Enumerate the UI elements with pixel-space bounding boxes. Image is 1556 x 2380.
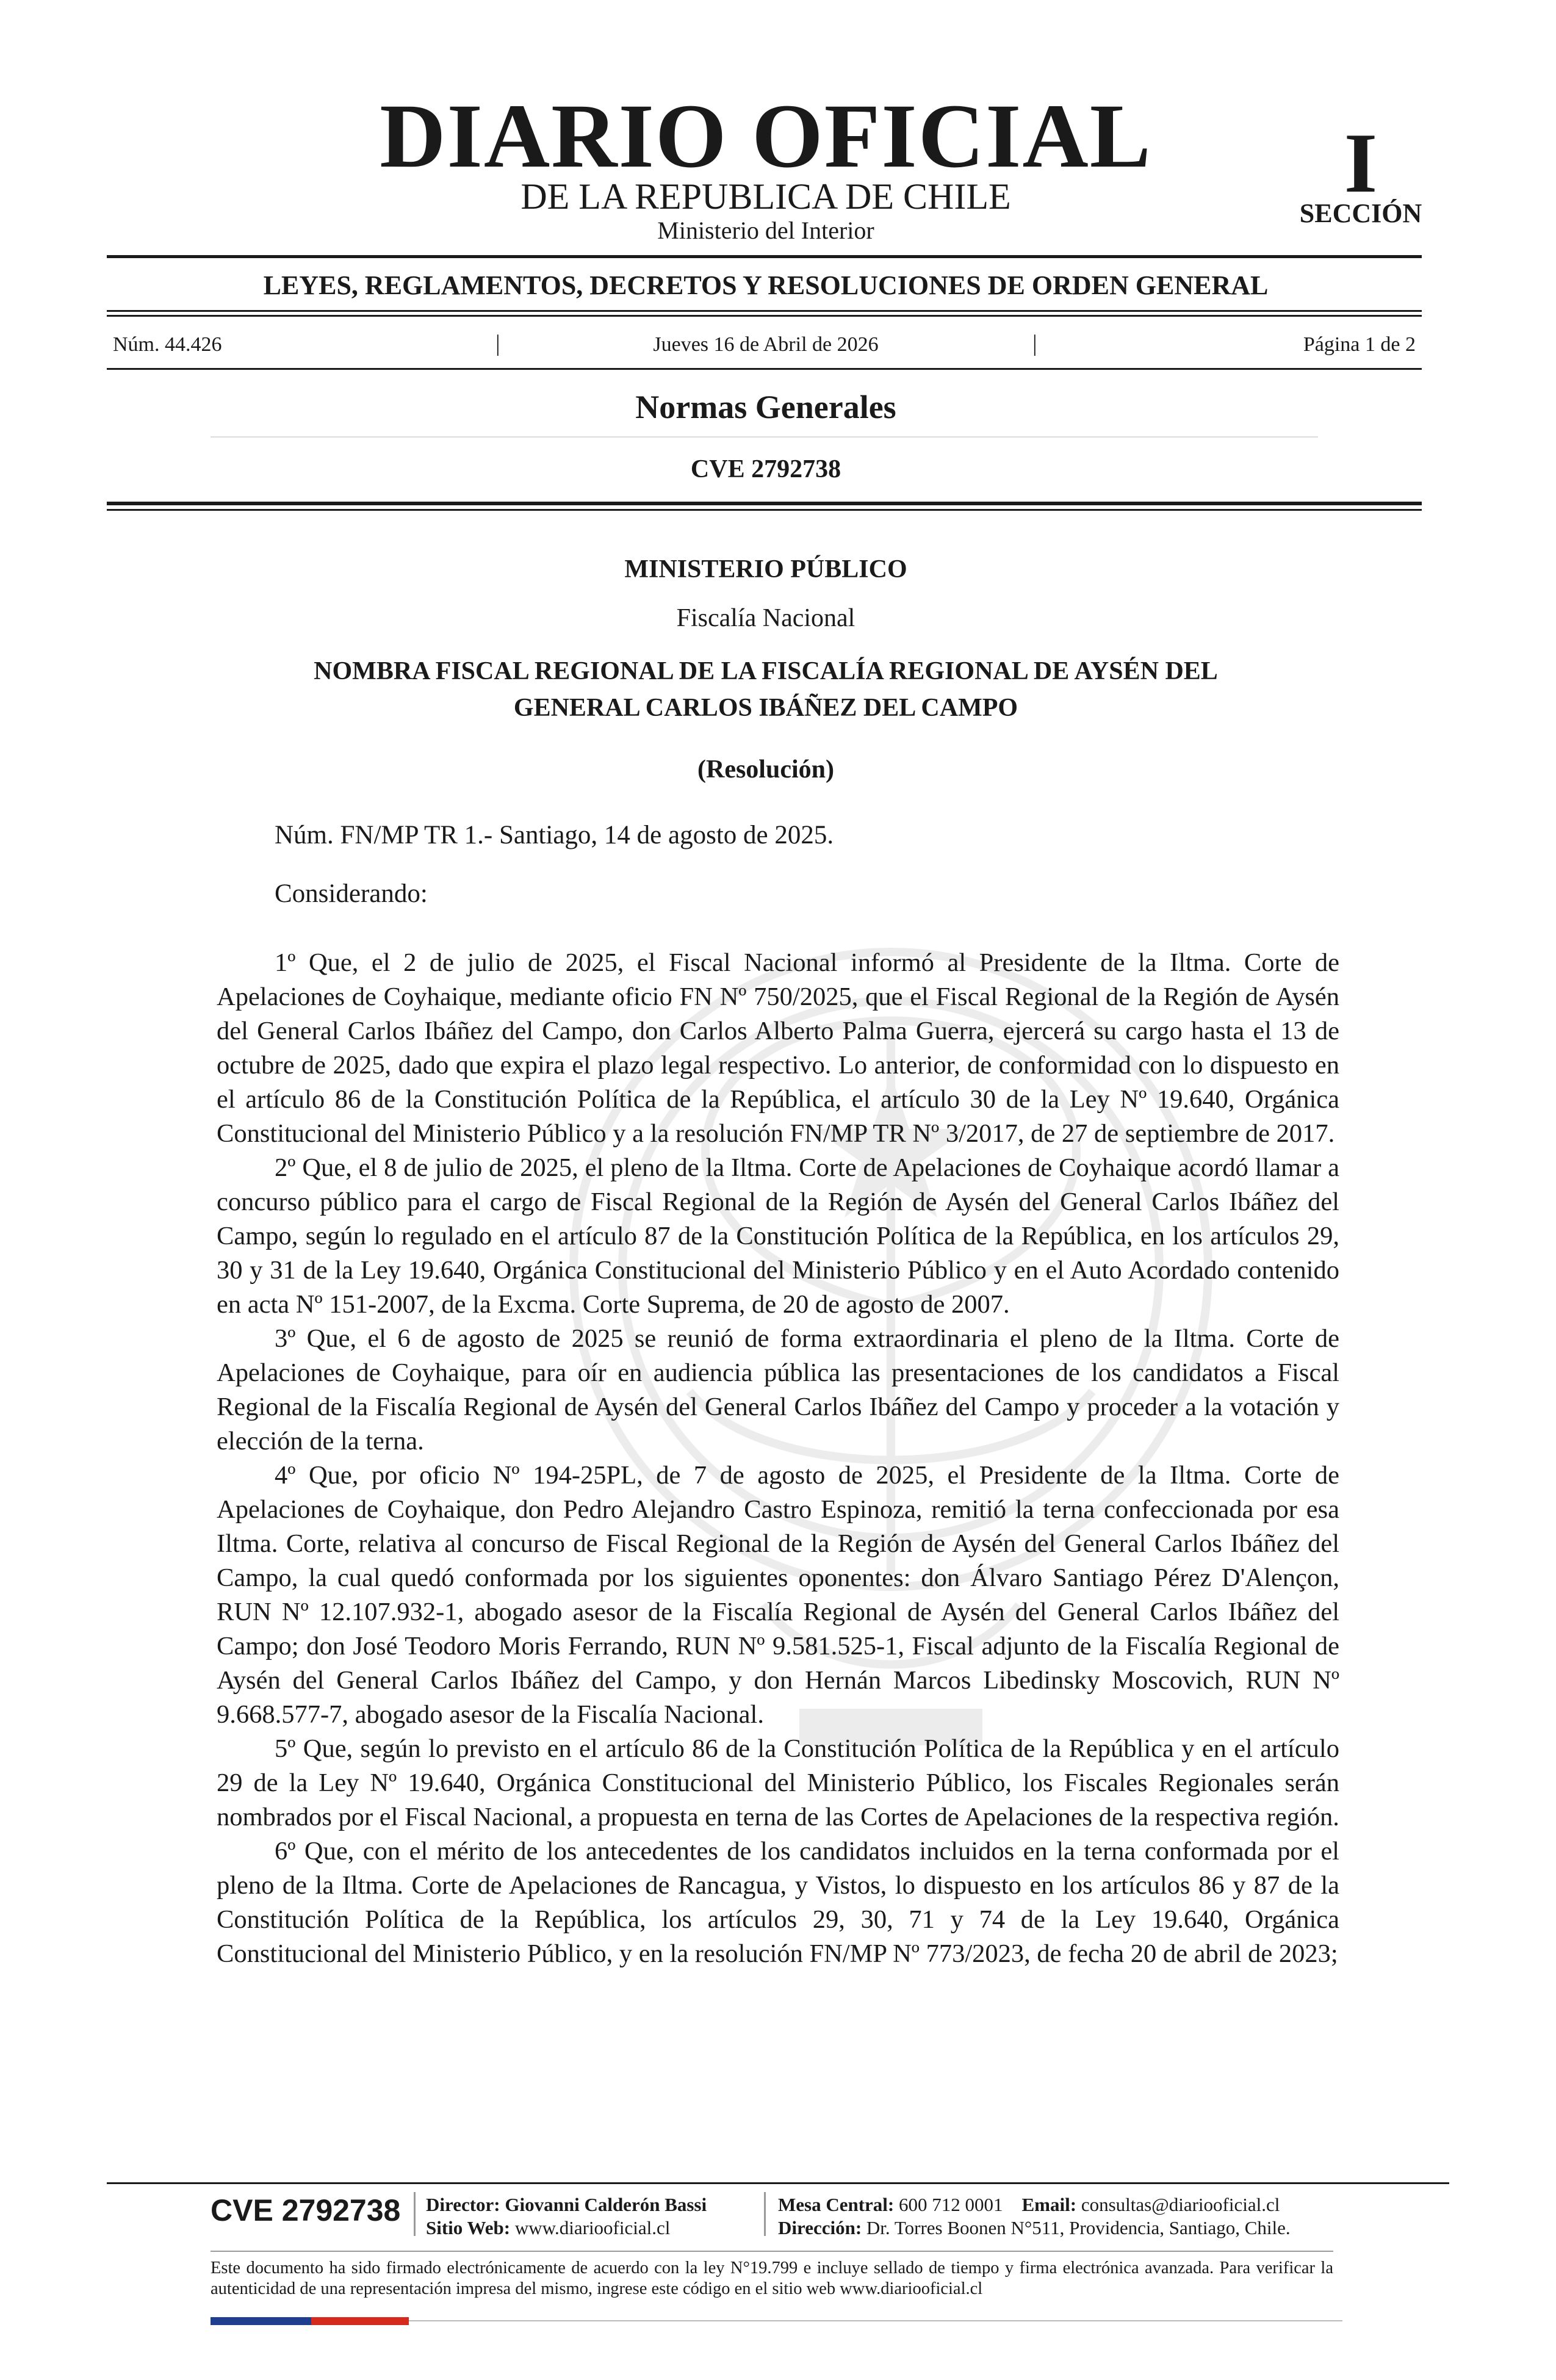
footer-separator	[764, 2192, 766, 2236]
body-paragraph: 4º Que, por oficio Nº 194-25PL, de 7 de agosto de 2025, el Presidente de la Iltma. Corte de Apelaciones de Coyhaique, don Pedro Alejandro Castro Espinoza, remitió la terna confeccionada por esa Iltma. Corte, relativa al concurso de Fiscal Regional de la Región de Aysén del General Carlos Ibáñez del Campo, la cual quedó conformada por los siguientes oponentes: don Álvaro Santiago Pérez D'Alençon, RUN Nº 12.107.932-1, abogado asesor de la Fiscalía Regional de Aysén del General Carlos Ibáñez del Campo; don José Teodoro Moris Ferrando, RUN Nº 9.581.525-1, Fiscal adjunto de la Fiscalía Regional de Aysén del General Carlos Ibáñez del Campo, y don Hernán Marcos Libedinsky Moscovich, RUN Nº 9.668.577-7, abogado asesor de la Fiscalía Nacional.	[217, 1461, 1339, 1729]
section-heading: Normas Generales	[635, 389, 896, 425]
director-name: Giovanni Calderón Bassi	[505, 2194, 707, 2215]
signature-notice: Este documento ha sido firmado electrónicamente de acuerdo con la ley N°19.799 e incluye sellado de tiempo y firma electrónica avanzada. Para verificar la autenticidad de una representación impresa del mismo, ingrese este código en el sitio web www.diariooficial.cl	[211, 2259, 1333, 2298]
meta-separator: |	[1032, 331, 1037, 356]
body-paragraph: 6º Que, con el mérito de los antecedentes de los candidatos incluidos en la terna conformada por el pleno de la Iltma. Corte de Apelaciones de Rancagua, y Vistos, lo dispuesto en los artículos 86 y 87 de la Constitución Política de la República, los artículos 29, 30, 71 y 74 de la Ley 19.640, Orgánica Constitucional del Ministerio Público, y en la resolución FN/MP Nº 773/2023, de fecha 20 de abril de 2023;	[217, 1837, 1339, 1968]
footer-contact	[778, 2193, 1280, 2216]
issuing-office: Fiscalía Nacional	[676, 604, 855, 632]
address-label: Dirección:	[778, 2217, 862, 2238]
document-title	[0, 653, 1532, 726]
resolution-number: Núm. FN/MP TR 1.- Santiago, 14 de agosto de 2025.	[275, 821, 834, 849]
footer-address	[778, 2216, 1291, 2240]
footer-director	[426, 2193, 707, 2216]
phone-number: 600 712 0001	[899, 2194, 1003, 2215]
email-label: Email:	[1021, 2194, 1077, 2215]
website-label: Sitio Web:	[426, 2217, 511, 2238]
divider	[107, 502, 1422, 505]
body-paragraph: 5º Que, según lo previsto en el artículo 86 de la Constitución Política de la República y en el artículo 29 de la Ley Nº 19.640, Orgánica Constitucional del Ministerio Público, los Fiscales Regionales serán nombrados por el Fiscal Nacional, a propuesta en terna de las Cortes de Apelaciones de la respectiva región.	[217, 1734, 1339, 1831]
considerando-heading: Considerando:	[275, 879, 428, 908]
flag-stripe-blue	[211, 2317, 311, 2325]
body-paragraph: 1º Que, el 2 de julio de 2025, el Fiscal Nacional informó al Presidente de la Iltma. Corte de Apelaciones de Coyhaique, mediante oficio FN Nº 750/2025, que el Fiscal Regional de la Región de Aysén del General Carlos Ibáñez del Campo, don Carlos Alberto Palma Guerra, ejercerá su cargo hasta el 13 de octubre de 2025, dado que expira el plazo legal respectivo. Lo anterior, de conformidad con lo dispuesto en el artículo 86 de la Constitución Política de la República, el artículo 30 de la Ley Nº 19.640, Orgánica Constitucional del Ministerio Público y a la resolución FN/MP TR Nº 3/2017, de 27 de septiembre de 2017.	[217, 948, 1339, 1148]
divider	[211, 436, 1318, 438]
section-label: SECCIÓN	[1299, 198, 1422, 228]
director-label: Director:	[426, 2194, 500, 2215]
page-indicator: Página 1 de 2	[1303, 333, 1416, 356]
address-value: Dr. Torres Boonen N°511, Providencia, Santiago, Chile.	[866, 2217, 1291, 2238]
flag-stripe-line	[409, 2320, 1342, 2321]
website-link[interactable]: www.diariooficial.cl	[514, 2217, 671, 2238]
masthead-ministry: Ministerio del Interior	[657, 217, 874, 244]
document-title-line: GENERAL CARLOS IBÁÑEZ DEL CAMPO	[513, 694, 1018, 722]
body-paragraph: 3º Que, el 6 de agosto de 2025 se reunió de forma extraordinaria el pleno de la Iltma. Corte de Apelaciones de Coyhaique, para oír en audiencia pública las presentaciones de los candidatos a Fiscal Regional de la Fiscalía Regional de Aysén del General Carlos Ibáñez del Campo y proceder a la votación y elección de la terna.	[217, 1324, 1339, 1455]
cve-code: CVE 2792738	[690, 455, 841, 483]
issuing-ministry: MINISTERIO PÚBLICO	[624, 555, 907, 583]
divider	[107, 509, 1422, 511]
issue-date: Jueves 16 de Abril de 2026	[653, 333, 879, 356]
footer-separator	[414, 2192, 416, 2236]
phone-label: Mesa Central:	[778, 2194, 895, 2215]
footer-divider	[211, 2251, 1333, 2252]
body-paragraph: 2º Que, el 8 de julio de 2025, el pleno de la Iltma. Corte de Apelaciones de Coyhaique acordó llamar a concurso público para el cargo de Fiscal Regional de la Región de Aysén del General Carlos Ibáñez del Campo, según lo regulado en el artículo 87 de la Constitución Política de la República, en los artículos 29, 30 y 31 de la Ley 19.640, Orgánica Constitucional del Ministerio Público y en el Auto Acordado contenido en acta Nº 151-2007, de la Excma. Corte Suprema, de 20 de agosto de 2007.	[217, 1153, 1339, 1319]
divider	[107, 310, 1422, 312]
divider	[107, 315, 1422, 317]
footer-cve-code: CVE 2792738	[211, 2193, 401, 2227]
masthead-title: DIARIO OFICIAL	[380, 85, 1152, 187]
footer-website	[426, 2216, 670, 2240]
meta-separator: |	[495, 331, 500, 356]
footer-divider	[107, 2182, 1449, 2184]
divider	[107, 255, 1422, 258]
section-banner: LEYES, REGLAMENTOS, DECRETOS Y RESOLUCIONES DE ORDEN GENERAL	[263, 270, 1269, 300]
document-title-line: NOMBRA FISCAL REGIONAL DE LA FISCALÍA REGIONAL DE AYSÉN DEL	[314, 657, 1218, 685]
section-number: I	[1344, 116, 1378, 211]
document-type: (Resolución)	[697, 755, 834, 784]
issue-number: Núm. 44.426	[113, 333, 222, 356]
masthead-subtitle: DE LA REPUBLICA DE CHILE	[520, 176, 1011, 217]
document-body	[217, 946, 1339, 1971]
email-link[interactable]: consultas@diariooficial.cl	[1081, 2194, 1280, 2215]
divider	[107, 368, 1422, 370]
flag-stripe-red	[311, 2317, 409, 2325]
